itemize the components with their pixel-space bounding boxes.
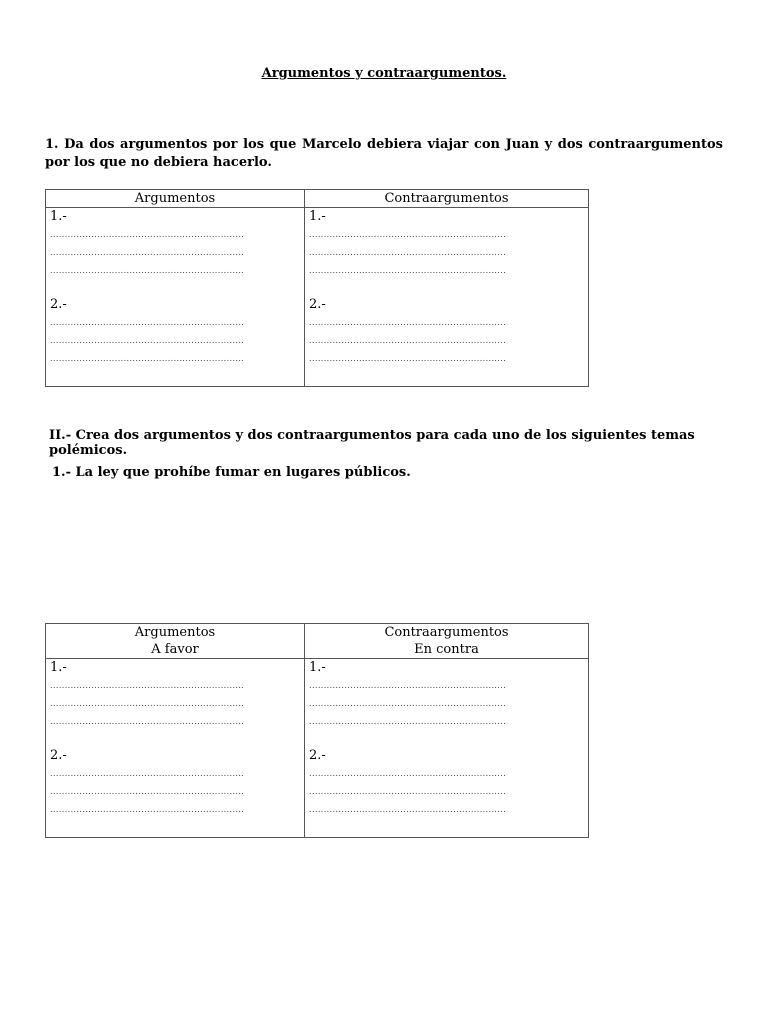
item-number-2: 2.- [309,297,326,312]
arguments-table-1 [45,189,589,387]
header-argumentos-a-favor [46,624,305,659]
answer-line: ................................................................... [309,681,507,690]
header-contraargumentos: Contraargumentos [305,190,589,208]
item-number-1: 1.- [50,209,67,224]
answer-line: ................................................................... [309,230,507,239]
question-2-item-1: 1.- La ley que prohíbe fumar en lugares públicos. [52,465,411,480]
contraargumentos-cell[interactable] [305,208,589,387]
argumentos-cell[interactable] [46,208,305,387]
item-number-2: 2.- [50,297,67,312]
header-contraargumentos: Contraargumentos [384,625,509,640]
header-contraargumentos-en-contra [305,624,589,659]
answer-line: ................................................................... [309,805,507,814]
answer-line: ................................................................... [309,248,507,257]
answer-line: ................................................................... [309,699,507,708]
answer-line: .................................................................. [50,769,245,778]
answer-line: .................................................................. [50,230,245,239]
answer-line: .................................................................. [50,248,245,257]
answer-line: .................................................................. [50,717,245,726]
a-favor-cell[interactable] [46,659,305,838]
answer-line: ................................................................... [309,336,507,345]
answer-line: .................................................................. [50,266,245,275]
question-2-text: II.- Crea dos argumentos y dos contraargumentos para cada uno de los siguientes temas polémicos. [49,428,695,458]
answer-line: ................................................................... [309,769,507,778]
answer-line: ................................................................... [309,266,507,275]
answer-line: .................................................................. [50,681,245,690]
header-a-favor: A favor [151,642,199,657]
item-number-1: 1.- [309,660,326,675]
page-title: Argumentos y contraargumentos. [261,66,507,81]
header-en-contra: En contra [414,642,479,657]
header-argumentos: Argumentos [46,190,305,208]
answer-line: .................................................................. [50,354,245,363]
item-number-2: 2.- [50,748,67,763]
en-contra-cell[interactable] [305,659,589,838]
item-number-2: 2.- [309,748,326,763]
item-number-1: 1.- [50,660,67,675]
answer-line: .................................................................. [50,336,245,345]
question-1-text: 1. Da dos argumentos por los que Marcelo debiera viajar con Juan y dos contraargumentos por los que no debiera hacerlo. [45,137,723,170]
arguments-table-2 [45,623,589,838]
answer-line: ................................................................... [309,318,507,327]
answer-line: ................................................................... [309,787,507,796]
answer-line: .................................................................. [50,787,245,796]
answer-line: ................................................................... [309,354,507,363]
header-argumentos: Argumentos [134,625,216,640]
answer-line: .................................................................. [50,318,245,327]
answer-line: .................................................................. [50,805,245,814]
answer-line: ................................................................... [309,717,507,726]
answer-line: .................................................................. [50,699,245,708]
item-number-1: 1.- [309,209,326,224]
